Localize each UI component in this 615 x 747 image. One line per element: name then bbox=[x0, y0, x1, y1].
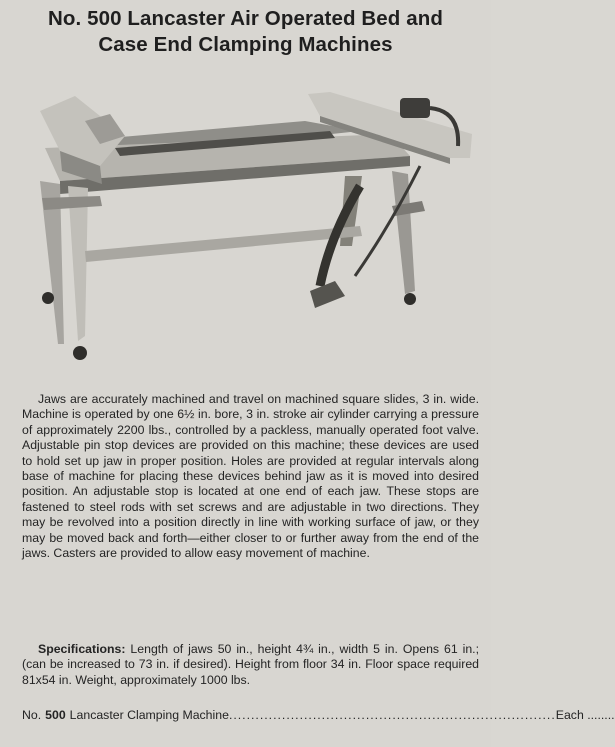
title-line-2: Case End Clamping Machines bbox=[98, 33, 393, 56]
specifications-paragraph bbox=[22, 642, 479, 688]
description-paragraph: Jaws are accurately machined and travel on machined square slides, 3 in. wide. Machine is operated by one 6½ in. bore, 3 in. stroke air cylinder carrying a pressure of approximately 2200 lbs., controlled by a packless, manually operated foot valve. Adjustable pin stop devices are provided on this machine; these devices are used to hold set up jaw in proper position. Holes are provided at regular intervals along base of machine for placing these devices behind jaw as it is moved into desired position. An adjustable stop is located at one end of each jaw. These stops are fastened to steel rods with set screws and are adjustable in two directions. They may be revolved into a position directly in line with working surface of jaw, or they may be moved back and forth—either closer to or further away from the end of the jaws. Casters are provided to allow easy movement of machine. bbox=[22, 392, 479, 561]
page-title bbox=[0, 6, 491, 58]
clamping-machine-photo bbox=[30, 86, 480, 376]
price-prefix: No. bbox=[22, 708, 42, 722]
specifications-text: Length of jaws 50 in., height 4¾ in., width 5 in. Opens 61 in.; (can be increased to 73 in. if desired). Height from floor 34 in. Floor space required 81x54 in. Weight, approximately 1000 lbs. bbox=[22, 642, 480, 687]
price-line bbox=[22, 708, 615, 723]
product-name: Lancaster Clamping Machine bbox=[69, 708, 229, 722]
trailing-dots: ........ bbox=[583, 708, 615, 722]
price-unit: Each bbox=[555, 708, 584, 722]
specifications-label: Specifications: bbox=[38, 642, 126, 656]
title-line-1: No. 500 Lancaster Air Operated Bed and bbox=[48, 7, 443, 30]
model-number: 500 bbox=[45, 708, 66, 722]
leader-dots: .......................................................................... bbox=[228, 708, 556, 722]
